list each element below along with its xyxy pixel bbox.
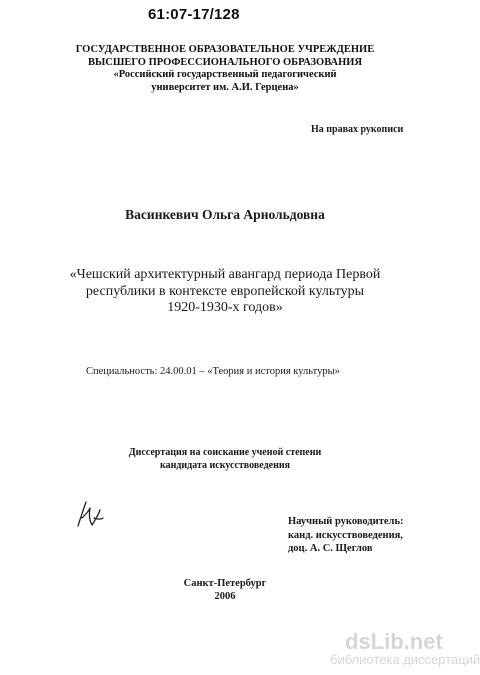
institution-block xyxy=(0,44,450,94)
institution-line: ВЫСШЕГО ПРОФЕССИОНАЛЬНОГО ОБРАЗОВАНИЯ xyxy=(87,56,363,68)
institution-line: «Российский государственный педагогический xyxy=(113,69,337,80)
supervisor-line: Научный руководитель: xyxy=(288,516,404,527)
author-name: Васинкевич Ольга Арнольдовна xyxy=(125,207,325,222)
watermark-logo: dsLib.net xyxy=(345,629,443,654)
manuscript-rights-note: На правах рукописи xyxy=(311,124,404,135)
supervisor-line: доц. А. С. Щеглов xyxy=(288,543,373,554)
dissertation-title xyxy=(0,267,450,317)
degree-line: Диссертация на соискание ученой степени xyxy=(128,447,322,458)
institution-line: университет им. А.И. Герцена» xyxy=(151,81,299,93)
handwritten-signature xyxy=(72,498,106,532)
watermark-subtitle: библиотека диссертаций xyxy=(330,652,480,667)
institution-line: ГОСУДАРСТВЕННОЕ ОБРАЗОВАТЕЛЬНОЕ УЧРЕЖДЕНИЕ xyxy=(75,44,375,55)
title-line: 1920-1930-х годов» xyxy=(167,300,283,315)
title-line: республики в контексте европейской культуры xyxy=(85,283,365,299)
place-and-year xyxy=(0,577,450,603)
archive-code: 61:07-17/128 xyxy=(148,6,240,23)
title-line: «Чешский архитектурный авангард периода Первой xyxy=(69,267,381,282)
supervisor-line: канд. искусствоведения, xyxy=(288,529,403,541)
degree-statement xyxy=(0,446,450,472)
city: Санкт-Петербург xyxy=(183,578,267,589)
year: 2006 xyxy=(214,591,236,602)
supervisor-block xyxy=(288,515,404,556)
specialty-line: Специальность: 24.00.01 – «Теория и история культуры» xyxy=(86,366,340,377)
degree-line: кандидата искусствоведения xyxy=(159,460,291,471)
